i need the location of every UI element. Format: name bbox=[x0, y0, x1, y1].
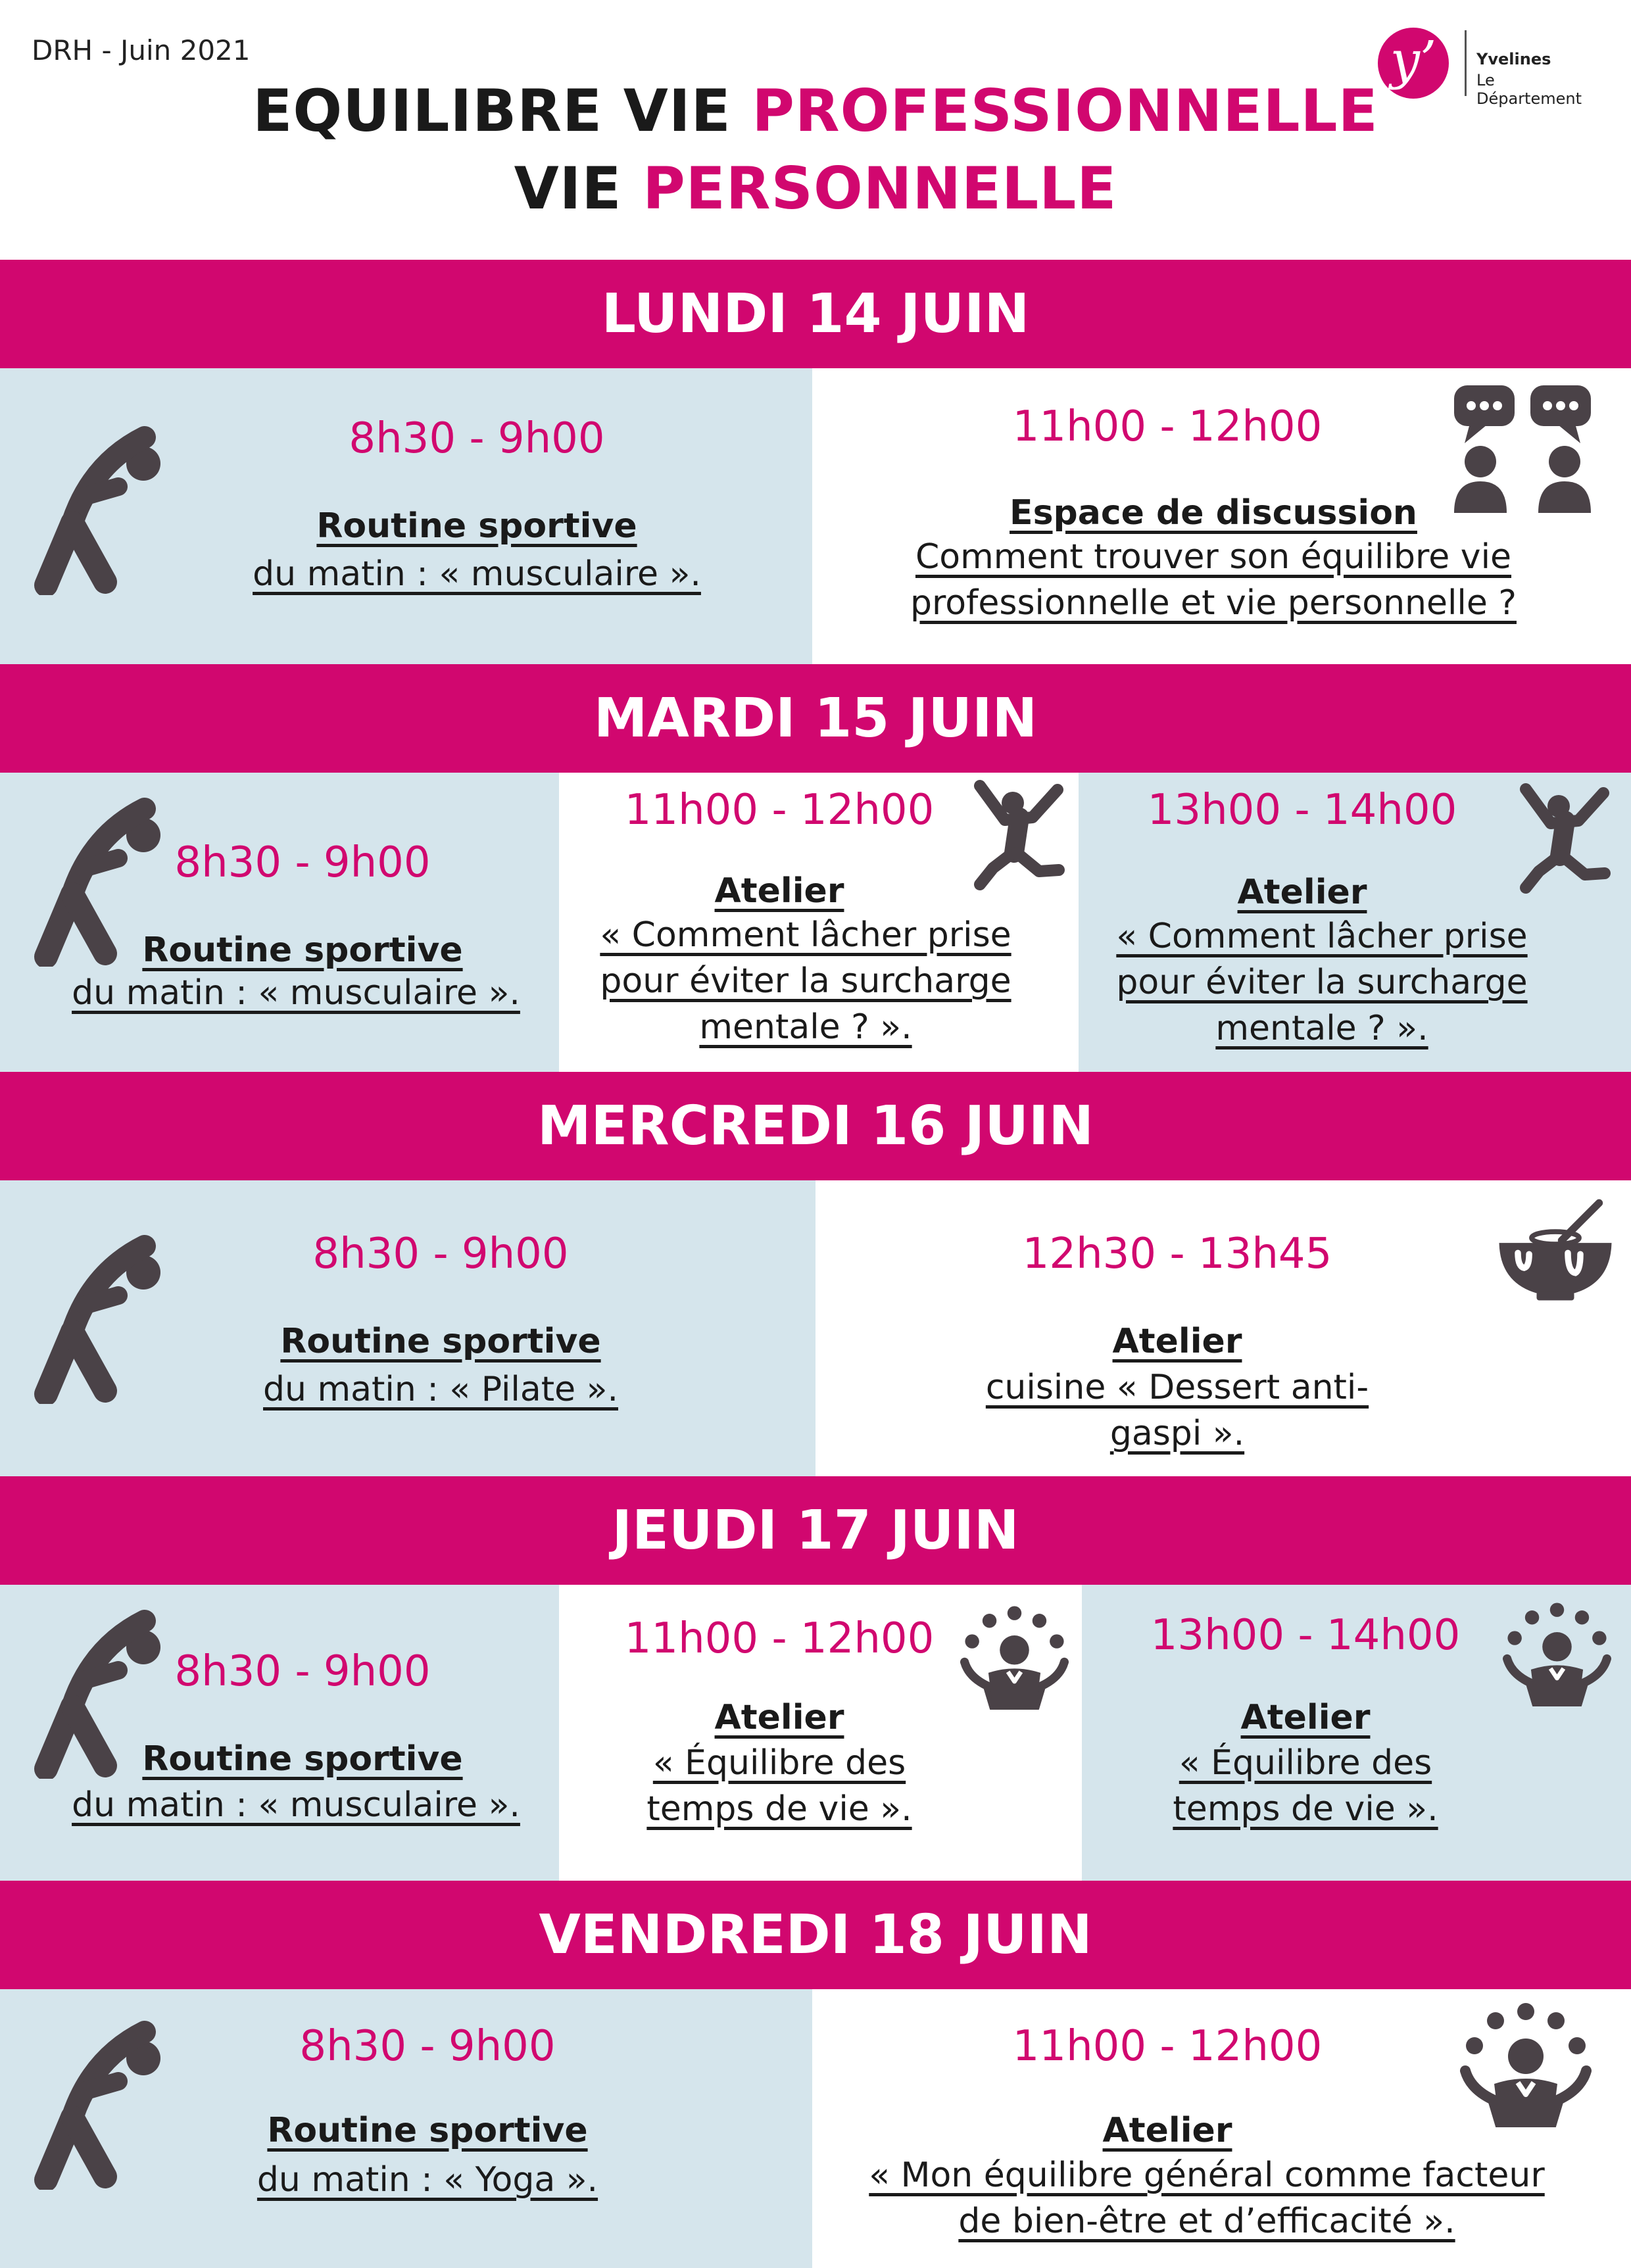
event-title: Atelier bbox=[1112, 1322, 1242, 1361]
event-cell bbox=[0, 1989, 812, 2268]
event-cell bbox=[559, 773, 1079, 1072]
event-description: « Mon équilibre général comme facteur de bien-être et d’efficacité ». bbox=[869, 2156, 1545, 2241]
event-description: du matin : « musculaire ». bbox=[253, 554, 701, 594]
event-description: « Équilibre des temps de vie ». bbox=[1173, 1743, 1438, 1829]
event-title: Atelier bbox=[1237, 873, 1367, 912]
event-time: 8h30 - 9h00 bbox=[349, 414, 605, 463]
jumping-person-icon bbox=[967, 779, 1065, 898]
event-cell bbox=[0, 368, 812, 664]
event-description: cuisine « Dessert anti-gaspi ». bbox=[985, 1368, 1369, 1453]
logo-name: Yvelines bbox=[1476, 50, 1551, 68]
title-line1-black: EQUILIBRE VIE bbox=[253, 77, 752, 145]
event-cell bbox=[0, 1585, 559, 1881]
event-description: « Comment lâcher prise pour éviter la surcharge mentale ? ». bbox=[600, 915, 1011, 1047]
event-description: du matin : « Pilate ». bbox=[263, 1370, 618, 1409]
event-time: 8h30 - 9h00 bbox=[174, 838, 431, 887]
event-title: Routine sportive bbox=[267, 2111, 588, 2150]
event-time: 13h00 - 14h00 bbox=[1150, 1611, 1461, 1660]
event-title: Atelier bbox=[1102, 2111, 1232, 2150]
day-row-mercredi bbox=[0, 1180, 1631, 1476]
title-line2-pink: PERSONNELLE bbox=[643, 155, 1117, 222]
event-title: Routine sportive bbox=[142, 930, 463, 970]
event-title: Atelier bbox=[714, 871, 844, 911]
event-cell bbox=[812, 1989, 1631, 2268]
day-header-lundi: LUNDI 14 JUIN bbox=[0, 260, 1631, 368]
event-description: du matin : « musculaire ». bbox=[72, 973, 520, 1013]
stretch-icon bbox=[26, 424, 171, 595]
event-time: 8h30 - 9h00 bbox=[299, 2022, 556, 2071]
event-description: « Équilibre des temps de vie ». bbox=[646, 1743, 912, 1829]
event-title: Espace de discussion bbox=[1010, 493, 1417, 533]
event-description: du matin : « musculaire ». bbox=[72, 1785, 520, 1825]
event-time: 11h00 - 12h00 bbox=[624, 1614, 935, 1663]
event-time: 12h30 - 13h45 bbox=[1022, 1230, 1332, 1278]
day-row-vendredi bbox=[0, 1989, 1631, 2268]
event-cell bbox=[1079, 773, 1631, 1072]
balance-person-icon bbox=[960, 1604, 1069, 1710]
event-title: Atelier bbox=[1240, 1698, 1371, 1737]
event-title: Routine sportive bbox=[142, 1739, 463, 1779]
title-line1-pink: PROFESSIONNELLE bbox=[752, 77, 1378, 145]
balance-person-icon bbox=[1503, 1601, 1611, 1706]
event-time: 11h00 - 12h00 bbox=[1012, 2022, 1323, 2071]
event-cell bbox=[816, 1180, 1631, 1476]
event-cell bbox=[1082, 1585, 1631, 1881]
event-cell bbox=[559, 1585, 1082, 1881]
yvelines-logo bbox=[1378, 28, 1601, 108]
event-cell bbox=[0, 773, 559, 1072]
mixing-bowl-icon bbox=[1493, 1197, 1618, 1305]
day-header-mardi: MARDI 15 JUIN bbox=[0, 664, 1631, 773]
event-time: 11h00 - 12h00 bbox=[624, 786, 935, 834]
logo-separator bbox=[1465, 30, 1467, 96]
event-title: Routine sportive bbox=[316, 506, 637, 546]
stretch-icon bbox=[26, 1233, 171, 1404]
event-cell bbox=[812, 368, 1631, 664]
title-line-2 bbox=[0, 150, 1631, 228]
logo-mark: y’ bbox=[1378, 28, 1449, 99]
jumping-person-icon bbox=[1513, 783, 1611, 901]
day-header-vendredi: VENDREDI 18 JUIN bbox=[0, 1881, 1631, 1989]
event-title: Atelier bbox=[714, 1698, 844, 1737]
day-row-lundi bbox=[0, 368, 1631, 664]
day-header-jeudi: JEUDI 17 JUIN bbox=[0, 1476, 1631, 1585]
event-time: 8h30 - 9h00 bbox=[312, 1230, 569, 1278]
day-row-jeudi bbox=[0, 1585, 1631, 1881]
document-date-label: DRH - Juin 2021 bbox=[32, 34, 251, 66]
event-title: Routine sportive bbox=[280, 1322, 601, 1361]
day-row-mardi bbox=[0, 773, 1631, 1072]
logo-subtitle: Le Département bbox=[1476, 71, 1582, 108]
event-time: 13h00 - 14h00 bbox=[1147, 786, 1457, 834]
day-header-mercredi: MERCREDI 16 JUIN bbox=[0, 1072, 1631, 1180]
title-line2-black: VIE bbox=[514, 155, 643, 222]
event-description: du matin : « Yoga ». bbox=[256, 2160, 598, 2200]
event-description: « Comment lâcher prise pour éviter la surcharge mentale ? ». bbox=[1116, 917, 1528, 1048]
event-time: 11h00 - 12h00 bbox=[1012, 402, 1323, 451]
event-description: Comment trouver son équilibre vie professionnelle et vie personnelle ? bbox=[910, 537, 1517, 623]
event-time: 8h30 - 9h00 bbox=[174, 1647, 431, 1696]
event-cell bbox=[0, 1180, 816, 1476]
